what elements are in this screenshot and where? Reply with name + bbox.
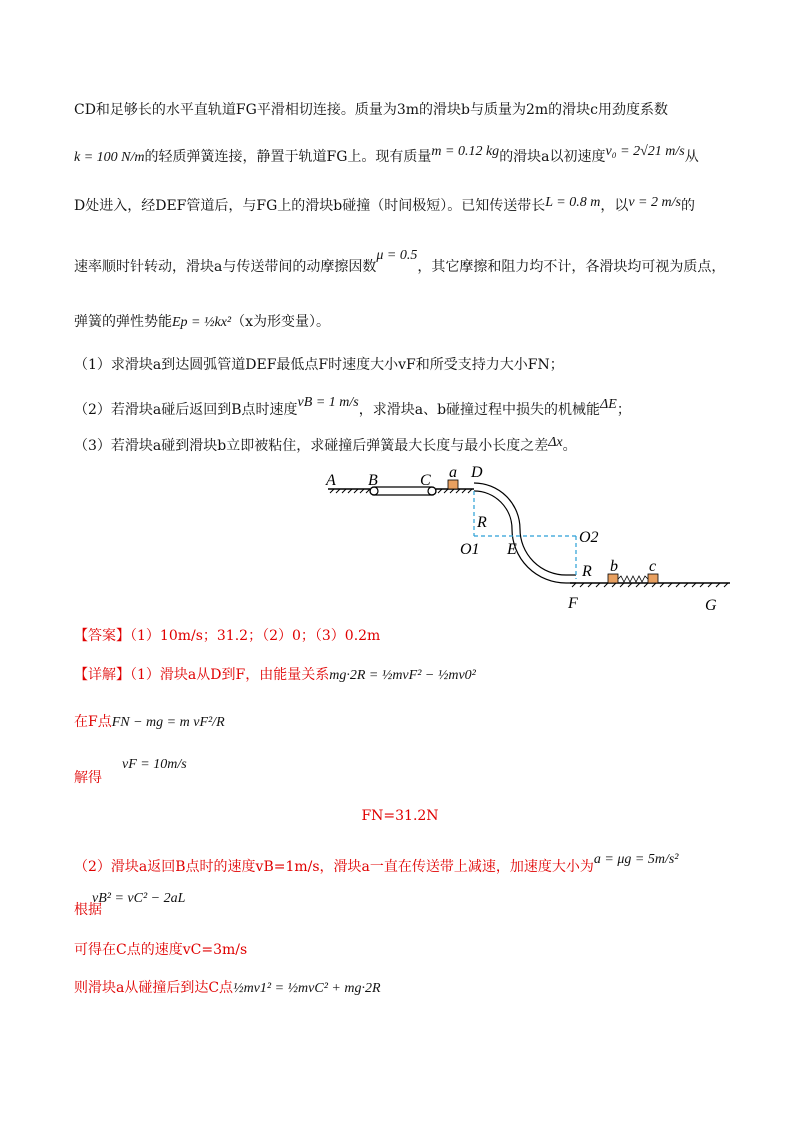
detail-line-1 — [74, 665, 476, 686]
energy-equation: mg·2R = ½mvF² − ½mv0² — [329, 668, 476, 683]
question-3-text: （3）若滑块a碰到滑块b立即被粘住，求碰撞后弹簧最大长度与最小长度之差 — [74, 438, 549, 454]
question-1-text: （1）求滑块a到达圆弧管道DEF最低点F时速度大小vF和所受支持力大小FN； — [74, 357, 564, 373]
block-a — [448, 480, 458, 489]
vF-result: vF = 10m/s — [122, 757, 187, 772]
problem-text: 弹簧的弹性势能 — [74, 314, 172, 330]
label-a: a — [449, 464, 457, 481]
detail-text: 可得在C点的速度vC=3m/s — [74, 942, 248, 958]
question-3-text: 。 — [562, 438, 577, 454]
label-C: C — [420, 472, 431, 489]
kinematic-equation: vB² = vC² − 2aL — [92, 891, 186, 906]
detail-line-2 — [74, 712, 225, 733]
dx-formula: Δx — [548, 435, 563, 450]
v0-formula: v₀ = 2√21 m/s — [605, 144, 685, 159]
block-c — [648, 574, 658, 583]
track-diagram — [320, 458, 740, 616]
detail-text: 则滑块a从碰撞后到达C点 — [74, 980, 234, 996]
label-B: B — [368, 472, 378, 489]
label-R-upper: R — [477, 514, 487, 531]
detail-line-3-label — [74, 768, 102, 788]
detail-tag: 【详解】 — [74, 667, 130, 683]
answer-tag: 【答案】 — [74, 628, 130, 644]
question-1 — [74, 355, 564, 375]
detail-text: （2）滑块a返回B点时的速度vB=1m/s，滑块a一直在传送带上减速，加速度大小为 — [74, 859, 594, 875]
pipe-outer — [474, 483, 576, 575]
detail-text: 根据 — [74, 902, 102, 918]
label-E: E — [507, 541, 517, 558]
problem-text: CD和足够长的水平直轨道FG平滑相切连接。质量为3m的滑块b与质量为2m的滑块c用劲度系数 — [74, 102, 668, 118]
problem-line-2 — [74, 142, 699, 168]
label-R-lower: R — [582, 563, 592, 580]
question-2-text: ，求滑块a、b碰撞过程中损失的机械能 — [358, 402, 601, 418]
force-equation: FN − mg = m vF²/R — [111, 715, 225, 730]
L-formula: L = 0.8 m — [545, 195, 601, 210]
collision-energy-equation: ½mv1² = ½mvC² + mg·2R — [233, 981, 381, 996]
label-G: G — [705, 597, 717, 614]
problem-text: 的轻质弹簧连接，静置于轨道FG上。现有质量 — [144, 149, 432, 165]
question-2-text: （2）若滑块a碰后返回到B点时速度 — [74, 402, 298, 418]
problem-text: ，以 — [600, 198, 629, 214]
problem-line-4 — [74, 246, 725, 277]
spring — [618, 576, 648, 582]
problem-text: D处进入，经DEF管道后，与FG上的滑块b碰撞（时间极短）。已知传送带长 — [74, 198, 546, 214]
detail-text: （1）滑块a从D到F，由能量关系 — [130, 667, 330, 683]
FN-result: FN=31.2N — [361, 808, 439, 824]
problem-text: 的 — [680, 198, 695, 214]
detail-text: 在F点 — [74, 714, 112, 730]
answer-text: （1）10m/s；31.2；（2）0；（3）0.2m — [130, 628, 381, 644]
question-3 — [74, 433, 577, 456]
label-O1: O1 — [460, 541, 480, 558]
detail-line-7 — [74, 940, 247, 960]
problem-text: 的滑块a以初速度 — [499, 149, 606, 165]
pipe-inner — [474, 491, 576, 583]
v-formula: v = 2 m/s — [628, 195, 681, 210]
detail-text: 解得 — [74, 770, 102, 786]
block-b — [608, 574, 618, 583]
problem-text: ，其它摩擦和阻力均不计，各滑块均可视为质点， — [417, 259, 726, 275]
vB-formula: vB = 1 m/s — [297, 395, 359, 410]
answer-line — [74, 626, 380, 646]
mu-formula: μ = 0.5 — [376, 248, 418, 263]
label-F: F — [568, 595, 578, 612]
problem-text: 从 — [684, 149, 699, 165]
label-A: A — [326, 472, 336, 489]
detail-line-5 — [74, 850, 678, 877]
detail-line-6 — [74, 900, 102, 920]
label-c: c — [649, 558, 657, 575]
label-D: D — [471, 464, 483, 481]
radius-guides — [474, 491, 576, 579]
problem-line-1 — [74, 100, 668, 120]
acceleration-equation: a = μg = 5m/s² — [593, 852, 679, 867]
question-2-text: ； — [616, 402, 631, 418]
problem-line-5 — [74, 312, 330, 333]
Ep-formula: Ep = ½kx² — [172, 315, 232, 330]
label-b: b — [610, 558, 618, 575]
m-formula: m = 0.12 kg — [431, 144, 500, 159]
k-formula: k = 100 N/m — [74, 150, 145, 165]
problem-text: 速率顺时针转动，滑块a与传送带间的动摩擦因数 — [74, 259, 377, 275]
problem-text: （x为形变量）。 — [231, 314, 331, 330]
dE-formula: ΔE — [600, 397, 617, 412]
label-O2: O2 — [579, 529, 599, 546]
question-2 — [74, 393, 631, 420]
detail-line-8 — [74, 978, 381, 999]
problem-line-3 — [74, 193, 695, 216]
